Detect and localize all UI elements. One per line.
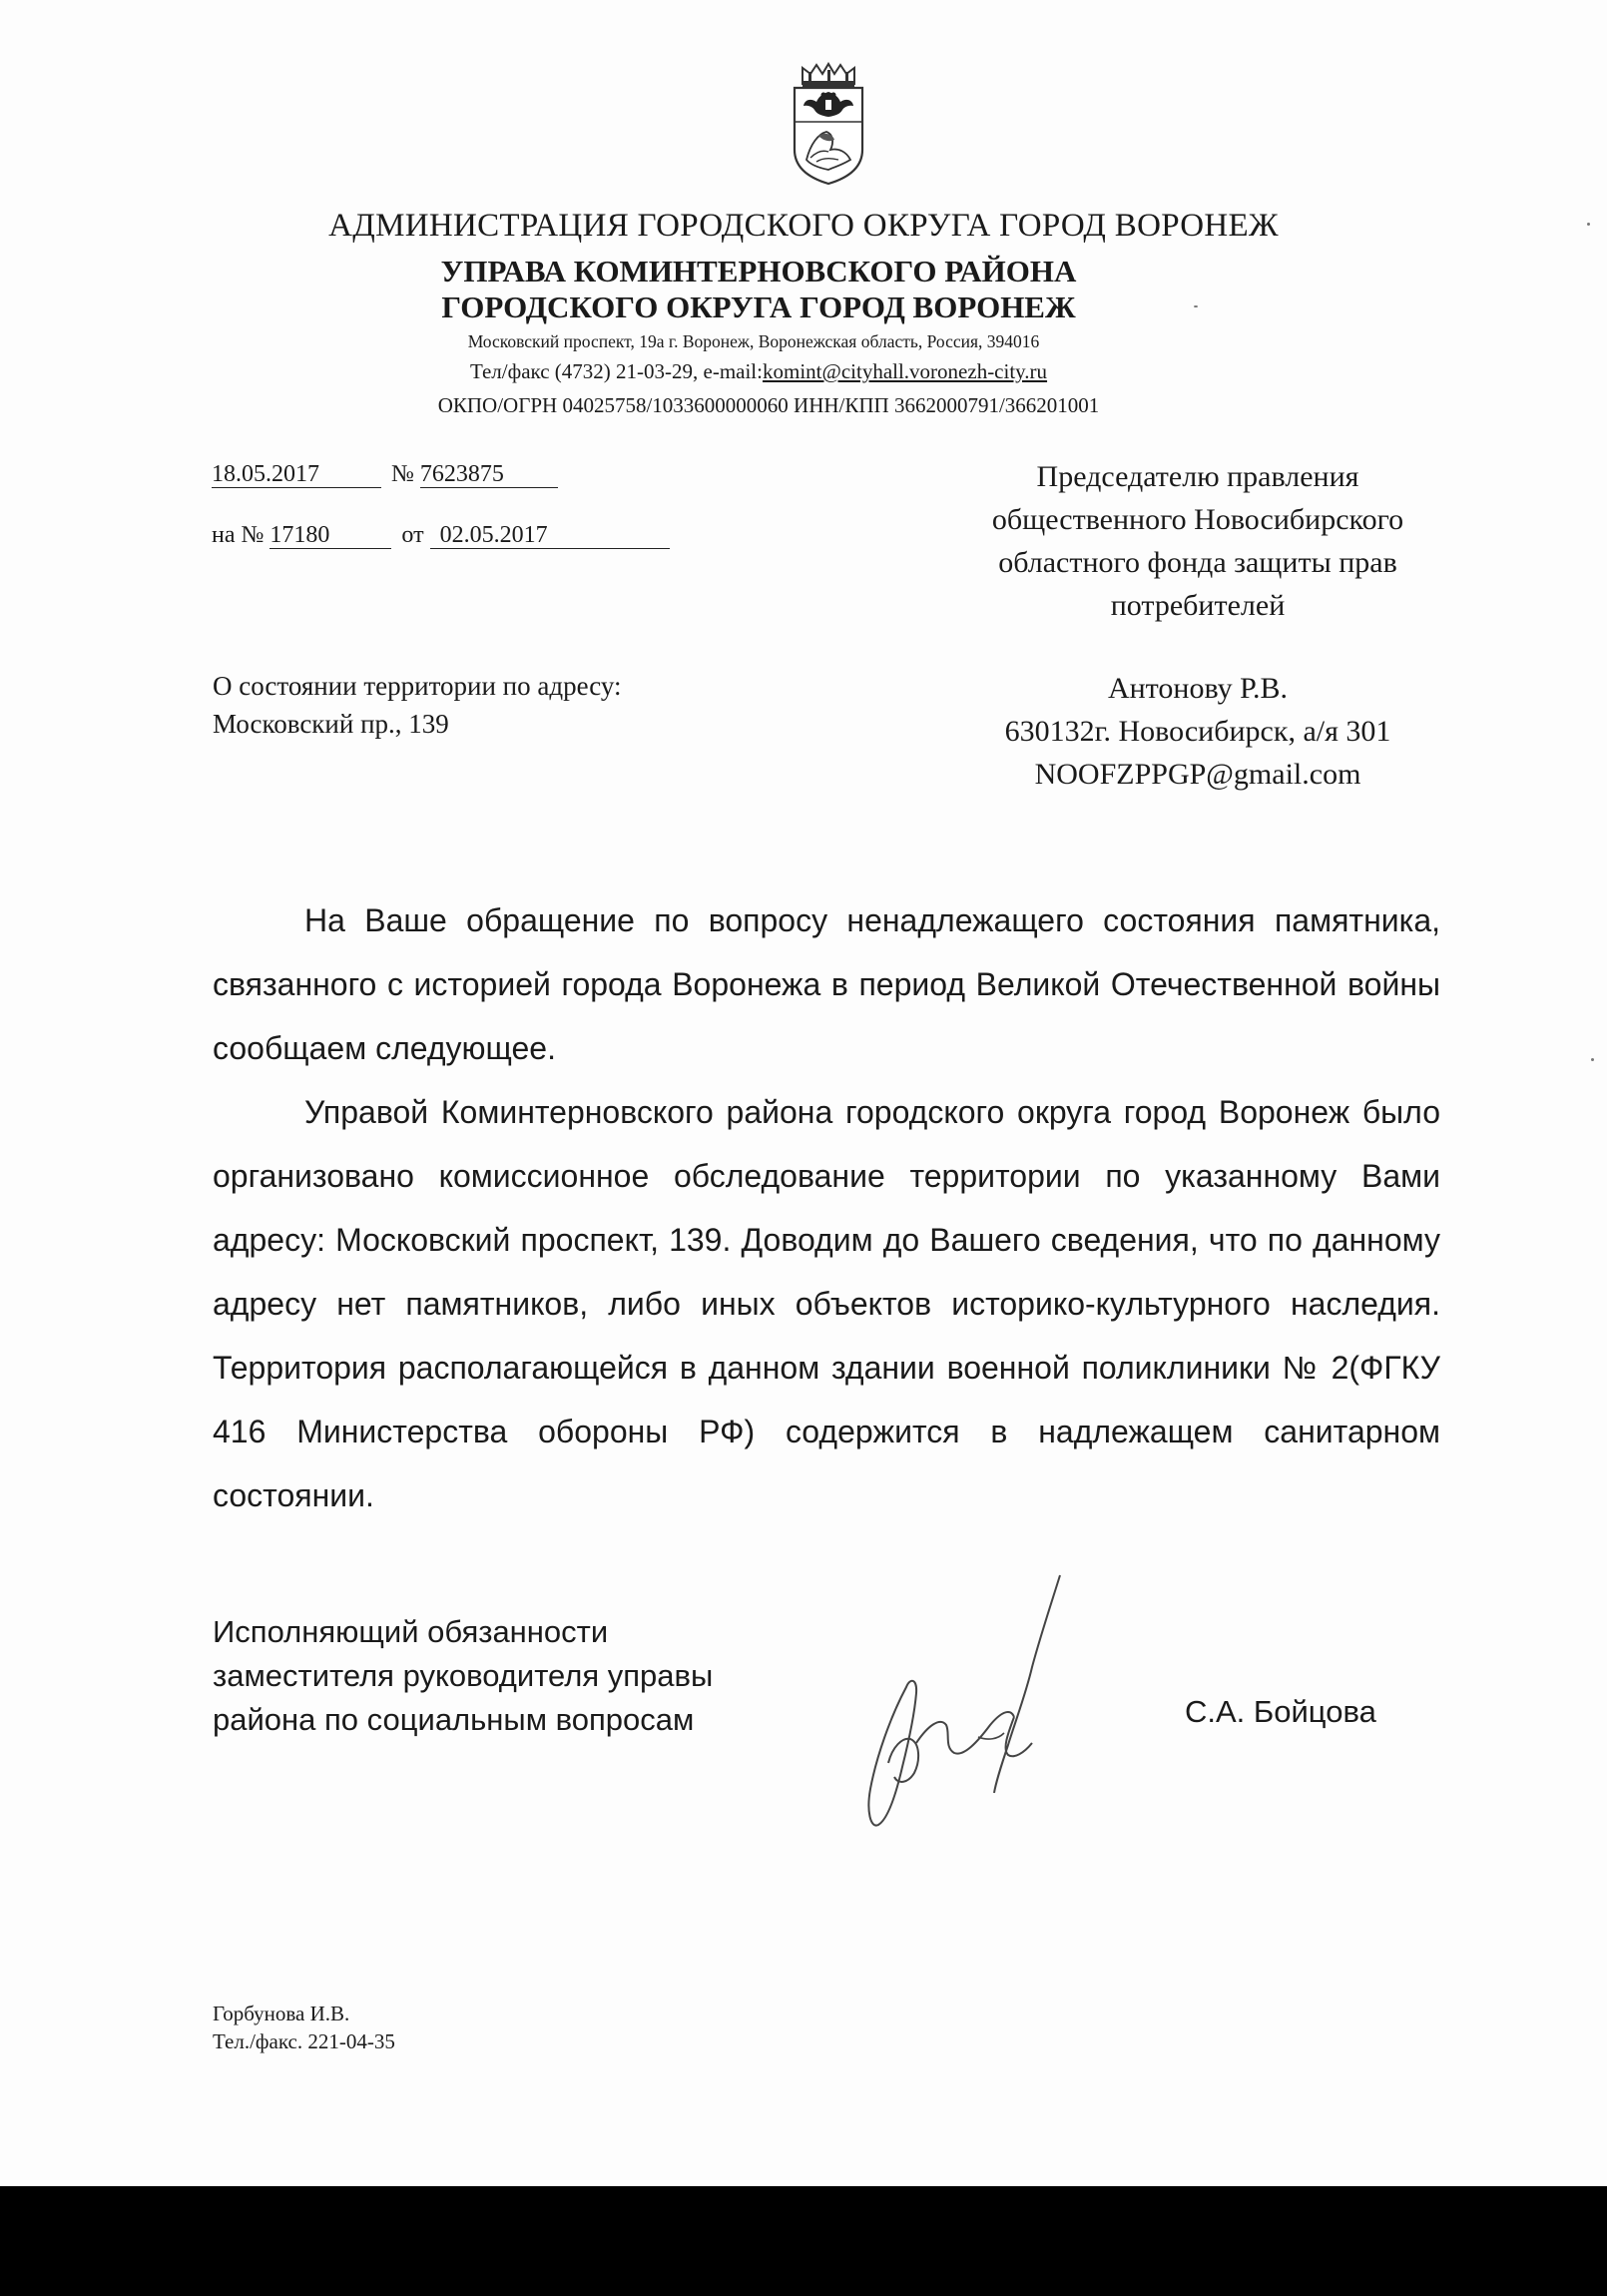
letter-body (213, 888, 1440, 1527)
subject-line-1: О состоянии территории по адресу: (213, 671, 622, 701)
outgoing-number: 7623875 (420, 462, 558, 488)
addressee-name: Антонову Р.В. (1107, 672, 1289, 705)
scan-speck (1587, 223, 1590, 226)
addressee-line-2: общественного Новосибирского (991, 503, 1404, 536)
sender-contacts (0, 359, 1562, 384)
subject-line-2: Московский пр., 139 (213, 709, 449, 739)
addressee-line-4: потребителей (1110, 589, 1286, 622)
executor-name: Горбунова И.В. (213, 2002, 350, 2025)
executor-phone: Тел./факс. 221-04-35 (213, 2029, 395, 2053)
signer-name: С.А. Бойцова (1185, 1694, 1376, 1729)
incoming-date: 02.05.2017 (430, 523, 670, 549)
city-district-name: ГОРОДСКОГО ОКРУГА ГОРОД ВОРОНЕЖ (441, 289, 1076, 324)
addressee-line-3: областного фонда защиты прав (998, 546, 1397, 579)
incoming-reference (212, 522, 670, 549)
addressee-email: NOOFZPPGP@gmail.com (1034, 758, 1361, 791)
addressee-block (898, 455, 1497, 627)
outgoing-date: 18.05.2017 (212, 462, 381, 488)
outgoing-reference (212, 461, 558, 488)
from-label: от (401, 522, 424, 548)
signer-position-line-3: района по социальным вопросам (213, 1702, 695, 1737)
phone-fax: Тел/факс (4732) 21-03-29, e-mail: (469, 359, 763, 383)
signer-position-line-2: заместителя руководителя управы (213, 1658, 714, 1693)
body-paragraph-1: На Ваше обращение по вопросу ненадлежащего состояния памятника, связанного с историей города Воронежа в период Великой Отечественной войны сообщаем следующее. (213, 902, 1440, 1066)
addressee-postal-address: 630132г. Новосибирск, а/я 301 (1004, 715, 1391, 748)
signer-position-line-1: Исполняющий обязанности (213, 1614, 609, 1649)
scan-speck (1194, 305, 1198, 307)
letter-subject (213, 667, 622, 743)
number-label: № (391, 461, 414, 487)
district-name: УПРАВА КОМИНТЕРНОВСКОГО РАЙОНА (440, 254, 1077, 288)
executor-block (213, 2000, 395, 2055)
scan-speck (1591, 1058, 1594, 1061)
addressee-contact (898, 667, 1497, 796)
administration-name: АДМИНИСТРАЦИЯ ГОРОДСКОГО ОКРУГА ГОРОД ВОРОНЕЖ (328, 208, 1279, 244)
reply-label: на № (212, 522, 265, 548)
addressee-line-1: Председателю правления (1036, 460, 1359, 493)
coat-of-arms-emblem (789, 62, 868, 187)
sender-address: Московский проспект, 19а г. Воронеж, Воронежская область, Россия, 394016 (467, 331, 1040, 351)
registration-codes: ОКПО/ОГРН 04025758/1033600000060 ИНН/КПП 3662000791/366201001 (437, 393, 1100, 417)
handwritten-signature (818, 1567, 1078, 1837)
signer-position (213, 1610, 713, 1742)
scan-border (0, 2186, 1607, 2296)
body-paragraph-2: Управой Коминтерновского района городского округа город Воронеж было организовано комиссионное обследование территории по указанному Вами адресу: Московский проспект, 139. Доводим до Вашего сведения, что по данному адресу нет памятников, либо иных объектов историко-культурного наследия. Территория располагающейся в данном здании военной поликлиники № 2(ФГКУ 416 Министерства обороны РФ) содержится в надлежащем санитарном состоянии. (213, 1094, 1440, 1513)
incoming-number: 17180 (269, 523, 391, 549)
sender-email: komint@cityhall.voronezh-city.ru (762, 359, 1048, 383)
